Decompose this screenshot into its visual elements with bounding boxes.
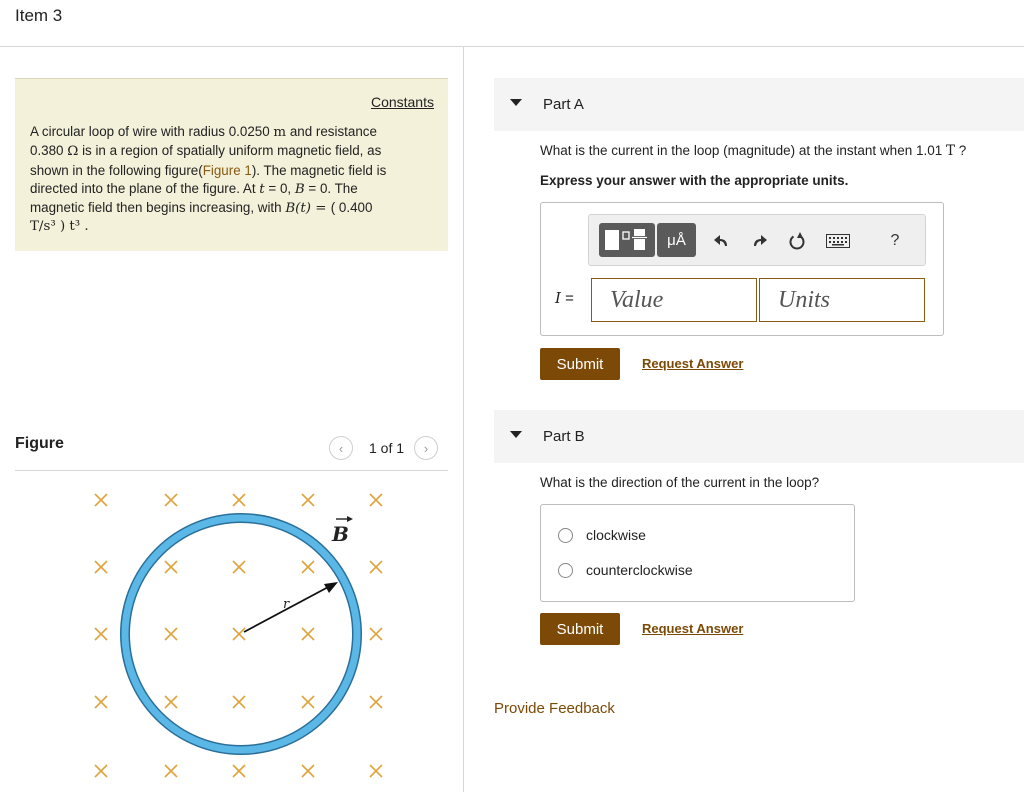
redo-button[interactable] [747, 229, 771, 253]
units-input[interactable]: Units [759, 278, 925, 322]
choice-clockwise[interactable] [558, 525, 646, 545]
part-a-instruction: Express your answer with the appropriate units. [540, 173, 849, 188]
answer-widget [540, 202, 944, 336]
part-a-title: Part A [543, 96, 584, 113]
units-button[interactable]: μÅ [657, 223, 696, 257]
undo-button[interactable] [710, 229, 734, 253]
reset-button[interactable] [785, 229, 809, 253]
chevron-right-icon: › [423, 440, 429, 456]
figure-divider [15, 470, 448, 471]
radius-arrowhead [324, 582, 338, 593]
current-variable-label: I = [555, 289, 574, 307]
provide-feedback-link[interactable]: Provide Feedback [494, 700, 615, 717]
keyboard-button[interactable] [821, 229, 855, 253]
problem-text [30, 123, 432, 237]
pager-count: 1 of 1 [369, 440, 405, 456]
problem-line: directed into the plane of the figure. At t = 0, B = 0. The [30, 180, 358, 197]
figure-link[interactable]: Figure 1 [202, 162, 252, 178]
math-toolbar [588, 214, 926, 266]
part-a-submit-button[interactable]: Submit [540, 348, 620, 380]
radius-label: r [283, 597, 290, 612]
part-b-submit-button[interactable]: Submit [540, 613, 620, 645]
undo-icon [712, 231, 732, 251]
part-b-title: Part B [543, 428, 585, 445]
redo-icon [749, 231, 769, 251]
problem-line: 0.380 Ω is in a region of spatially uniform magnetic field, as [30, 143, 382, 160]
value-input[interactable]: Value [591, 278, 757, 322]
part-a-header[interactable] [494, 78, 1024, 131]
part-b-header[interactable] [494, 410, 1024, 463]
wire-loop [125, 518, 357, 750]
part-a-request-answer-link[interactable]: Request Answer [642, 356, 744, 371]
problem-statement [15, 78, 448, 251]
part-b-question: What is the direction of the current in the loop? [540, 475, 820, 490]
vector-arrowhead [347, 516, 353, 522]
chevron-left-icon: ‹ [338, 440, 344, 456]
templates-button[interactable] [599, 223, 655, 257]
problem-line: shown in the following figure(Figure 1). The magnetic field is [30, 162, 387, 178]
part-b-request-answer-link[interactable]: Request Answer [642, 621, 744, 636]
constants-link[interactable]: Constants [370, 94, 434, 110]
problem-line: magnetic field then begins increasing, with B(t) = ( 0.400 [30, 200, 373, 217]
problem-line: T/s³ ) t³ . [30, 219, 89, 235]
header-divider [0, 46, 1024, 47]
templates-icon [599, 223, 655, 257]
choice-counterclockwise[interactable] [558, 560, 693, 580]
choice-label: clockwise [586, 527, 646, 543]
part-a-question: What is the current in the loop (magnitude) at the instant when 1.01 T ? [540, 143, 967, 159]
prev-figure-button[interactable] [329, 436, 353, 460]
radio-button[interactable] [558, 528, 573, 543]
keyboard-icon [826, 234, 850, 248]
collapse-triangle-icon [510, 99, 522, 106]
help-button[interactable] [883, 229, 907, 253]
problem-line: A circular loop of wire with radius 0.0250 m and resistance [30, 124, 377, 140]
figure-pager [329, 434, 438, 462]
field-label: B [332, 522, 349, 546]
help-icon: ? [890, 232, 900, 249]
choice-label: counterclockwise [586, 562, 693, 578]
radio-button[interactable] [558, 563, 573, 578]
direction-choices [540, 504, 855, 602]
collapse-triangle-icon [510, 431, 522, 438]
next-figure-button[interactable] [414, 436, 438, 460]
reset-icon [787, 231, 807, 251]
item-title: Item 3 [15, 6, 63, 25]
figure-label: Figure [15, 435, 64, 452]
magnetic-field-figure [80, 480, 400, 785]
column-divider [463, 47, 464, 792]
